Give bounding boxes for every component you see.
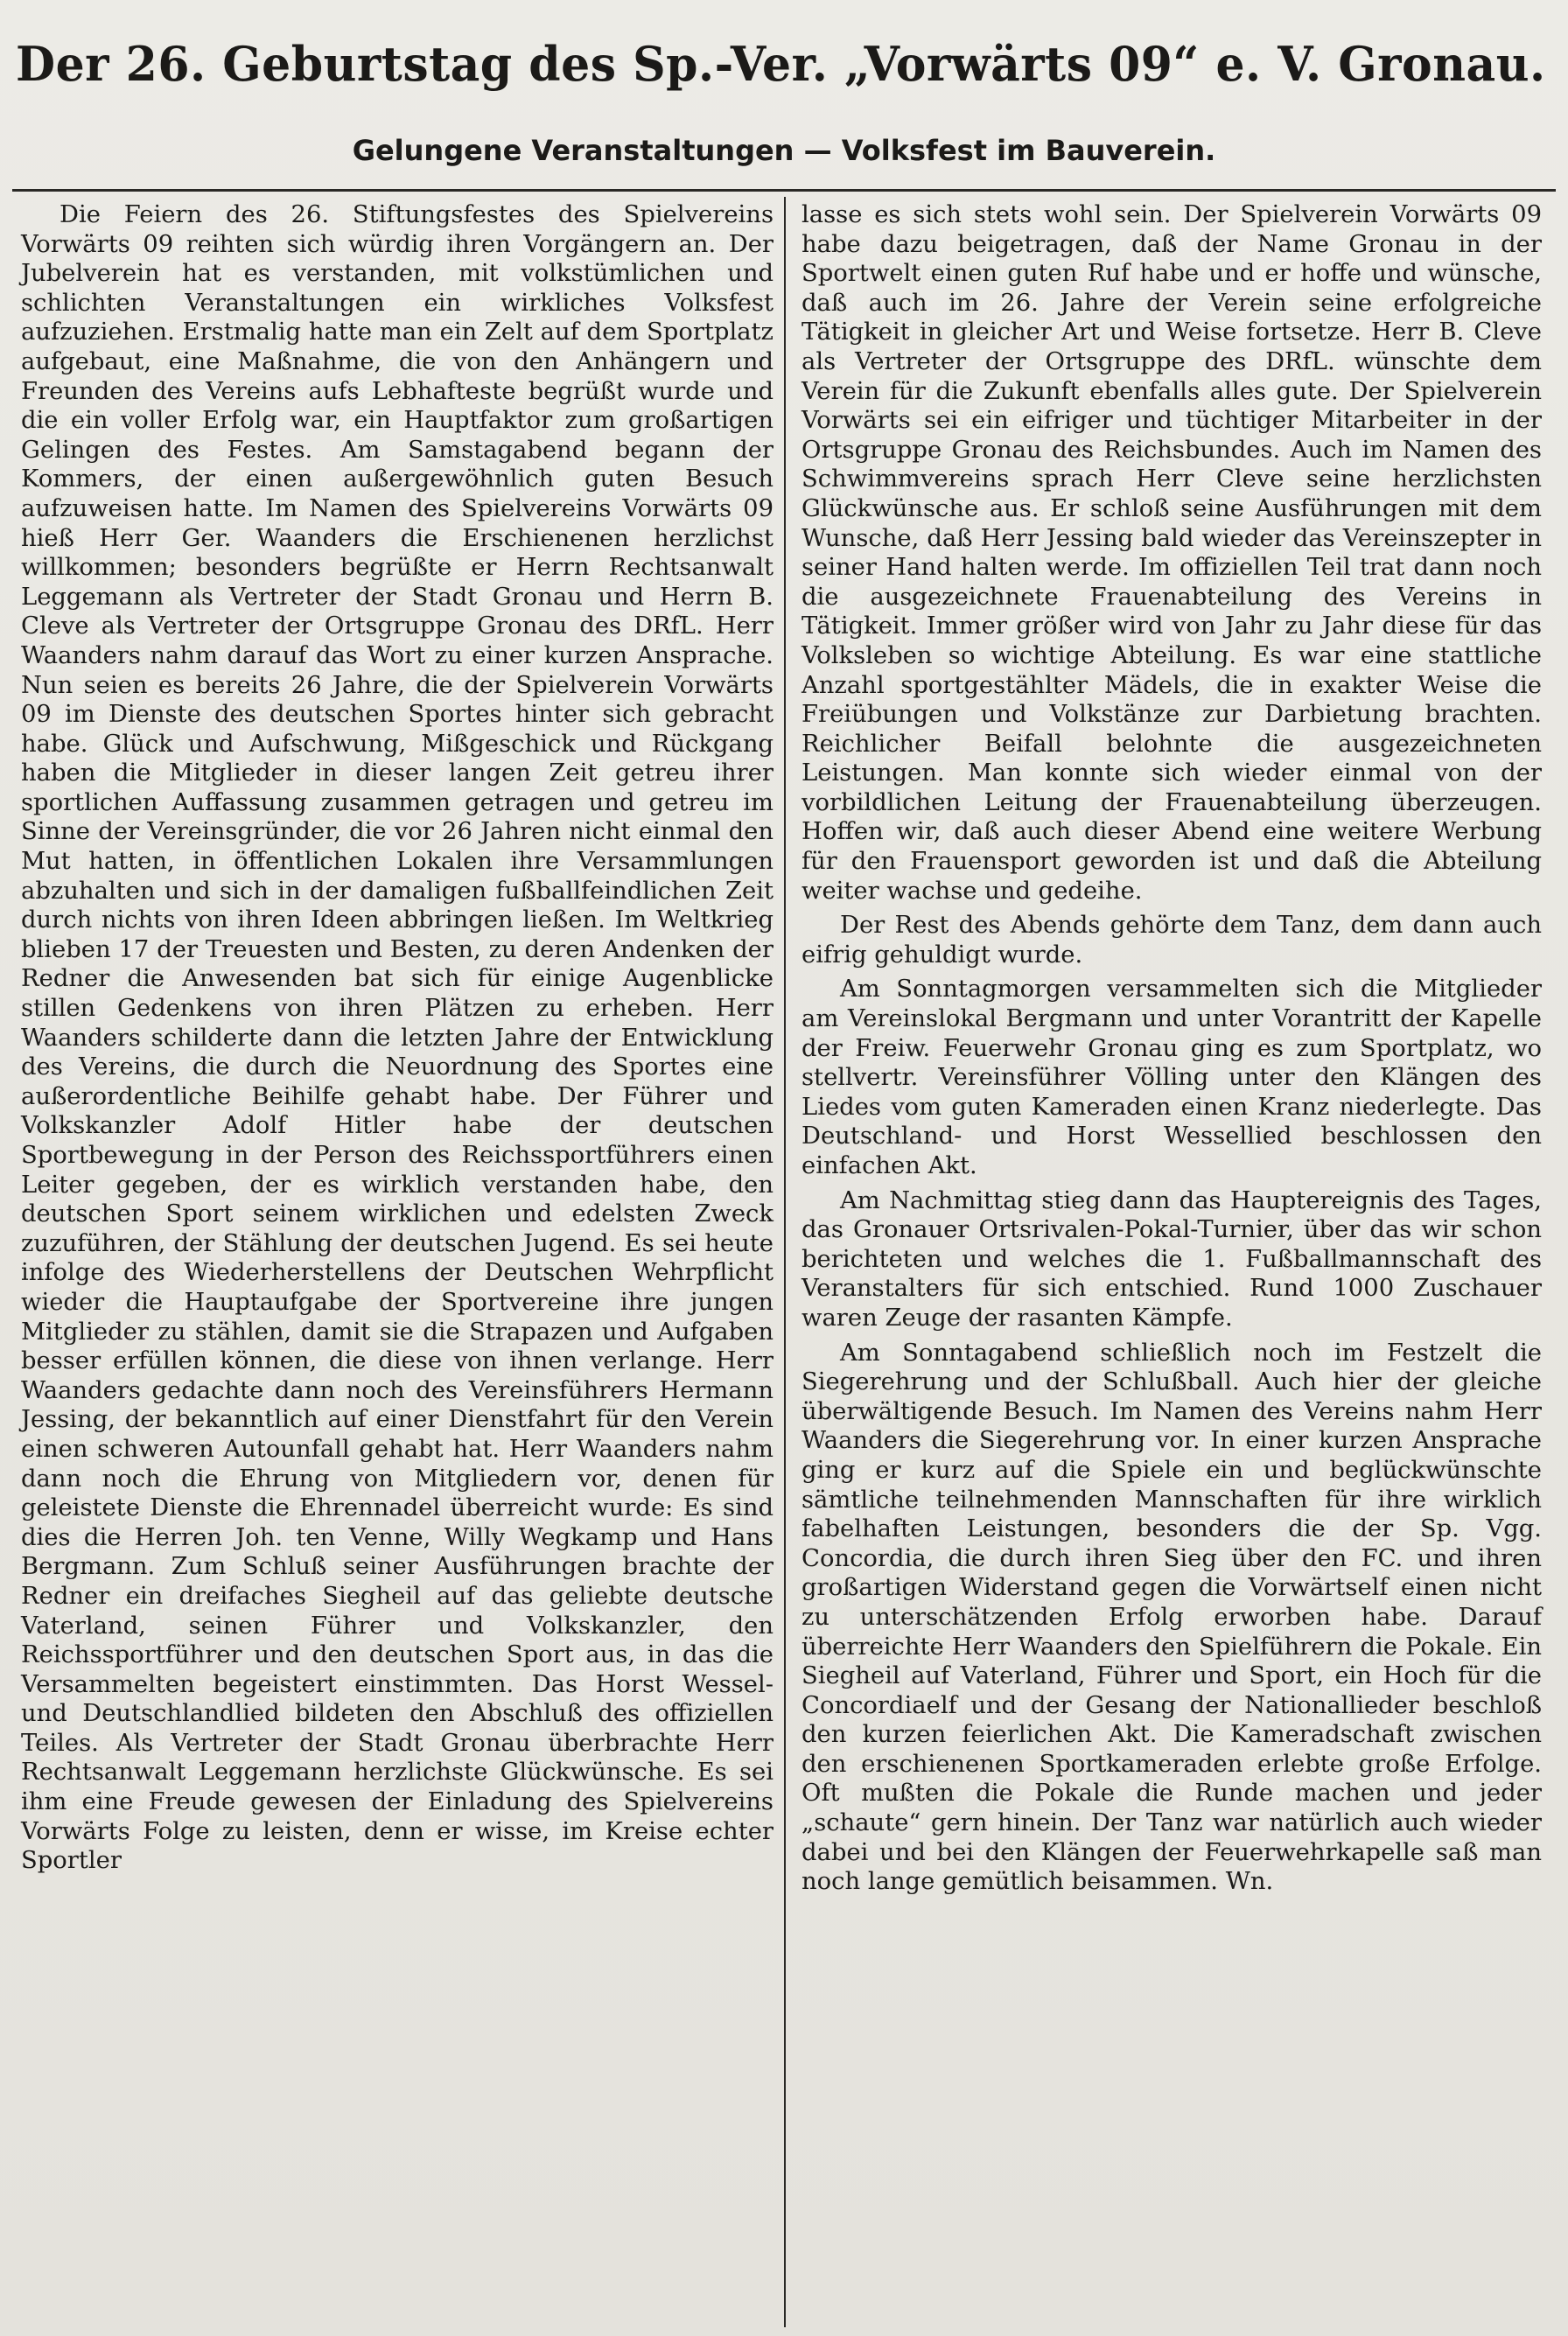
right-paragraph-1 [802,200,1542,906]
left-paragraph-1: Die Feiern des 26. Stiftungsfestes des Spielvereins Vorwärts 09 reihten sich würdig ihren Vorgängern an. Der Jubelverein hat es verstanden, mit volkstümlichen und schlichten Veranstaltungen ein wirkliches Volksfest aufzuziehen. Erstmalig hatte man ein Zelt auf dem Sportplatz aufgebaut, eine Maßnahme, die von den Anhängern und Freunden des Vereins aufs Lebhafteste begrüßt wurde und die ein voller Erfolg war, ein Hauptfaktor zum großartigen Gelingen des Festes. Am Samstagabend begann der Kommers, der einen außergewöhnlich guten Besuch aufzuweisen hatte. Im Namen des Spielvereins Vorwärts 09 hieß Herr Ger. Waanders die Erschienenen herzlichst willkommen; besonders begrüßte er Herrn Rechtsanwalt Leggemann als Vertreter der Stadt Gronau und Herrn B. Cleve als Vertreter der Ortsgruppe Gronau des DRfL. Herr Waanders nahm darauf das Wort zu einer kurzen Ansprache. Nun seien es bereits 26 Jahre, die der Spielverein Vorwärts 09 im Dienste des deutschen Sportes hinter sich gebracht habe. Glück und Aufschwung, Mißgeschick und Rückgang haben die Mitglieder in dieser langen Zeit getreu ihrer sportlichen Auffassung zusammen getragen und getreu im Sinne der Vereinsgründer, die vor 26 Jahren nicht einmal den Mut hatten, in öffentlichen Lokalen ihre Versammlungen abzuhalten und sich in der damaligen fußballfeindlichen Zeit durch nichts von ihren Ideen abbringen ließen. Im Weltkrieg blieben 17 der Treuesten und Besten, zu deren Andenken der Redner die Anwesenden bat sich für einige Augenblicke stillen Gedenkens von ihren Plätzen zu erheben. Herr Waanders schilderte dann die letzten Jahre der Entwicklung des Vereins, die durch die Neuordnung des Sportes eine außerordentliche Beihilfe gehabt habe. Der Führer und Volkskanzler Adolf Hitler habe der deutschen Sportbewegung in der Person des Reichssportführers einen Leiter gegeben, der es wirklich verstanden habe, den deutschen Sport seinem wirklichen und edelsten Zweck zuzuführen, der Stählung der deutschen Jugend. Es sei heute infolge des Wiederherstellens der Deutschen Wehrpflicht wieder die Hauptaufgabe der Sportvereine ihre jungen Mitglieder zu stählen, damit sie die Strapazen und Aufgaben besser erfüllen können, die diese von ihnen verlange. Herr Waanders gedachte dann noch des Vereinsführers Hermann Jessing, der bekanntlich auf einer Dienstfahrt für den Verein einen schweren Autounfall gehabt hat. Herr Waanders nahm dann noch die Ehrung von Mitgliedern vor, denen für geleistete Dienste die Ehrennadel überreicht wurde: Es sind dies die Herren Joh. ten Venne, Willy Wegkamp und Hans Bergmann. Zum Schluß seiner Ausführungen brachte der Redner ein dreifaches Siegheil auf das geliebte deutsche Vaterland, seinen Führer und Volkskanzler, den Reichssportführer und den deutschen Sport aus, in das die Versammelten begeistert einstimmten. Das Horst Wessel- und Deutschlandlied bildeten den Abschluß des offiziellen Teiles. Als Vertreter der Stadt Gronau überbrachte Herr Rechtsanwalt Leggemann herzlichste Glückwünsche. Es sei ihm eine Freude gewesen der Einladung des Spielvereins Vorwärts Folge zu leisten, denn er wisse, im Kreise echter Sportler [21,201,774,1875]
right-paragraph-2: Der Rest des Abends gehörte dem Tanz, dem dann auch eifrig gehuldigt wurde. [802,912,1542,969]
headline-rule [12,189,1556,192]
right-paragraph-5 [802,1339,1542,1897]
right-paragraph-1-text: lasse es sich stets wohl sein. Der Spielverein Vorwärts 09 habe dazu beigetragen, daß der Name Gronau in der Sportwelt einen guten Ruf habe und er hoffe und wünsche, daß auch im 26. Jahre der Verein seine erfolgreiche Tätigkeit in gleicher Art und Weise fortsetze. Herr B. Cleve als Vertreter der Ortsgruppe des DRfL. wünschte dem Verein für die Zukunft ebenfalls alles gute. Der Spielverein Vorwärts sei ein eifriger und tüchtiger Mitarbeiter in der Ortsgruppe Gronau des Reichsbundes. Auch im Namen des Schwimmvereins sprach Herr Cleve seine herzlichsten Glückwünsche aus. Er schloß seine Ausführungen mit dem Wunsche, daß Herr Jessing bald wieder das Vereinszepter in seiner Hand halten werde. Im offiziellen Teil trat dann noch die ausgezeichnete Frauenabteilung des Vereins in Tätigkeit. Immer größer wird von Jahr zu Jahr diese für das Volksleben so wichtige Abteilung. Es war eine stattliche Anzahl sportgestählter Mädels, die in exakter Weise die Freiübungen und Volkstänze zur Darbietung brachten. Reichlicher Beifall belohnte die ausgezeichneten Leistungen. Man konnte sich wieder einmal von der vorbildlichen Leitung der Frauenabteilung überzeugen. Hoffen wir, daß auch dieser Abend eine weitere Werbung für den Frauensport geworden ist und daß die Abteilung weiter wachse und gedeihe. [802,201,1542,905]
author-signature: Wn. [1225,1868,1274,1896]
article-headline: Der 26. Geburtstag des Sp.-Ver. „Vorwärts 09“ e. V. Gronau. [16,36,1546,93]
article-subheadline: Gelungene Veranstaltungen — Volksfest im Bauverein. [352,134,1216,167]
right-paragraph-3: Am Sonntagmorgen versammelten sich die Mitglieder am Vereinslokal Bergmann und unter Vorantritt der Kapelle der Freiw. Feuerwehr Gronau ging es zum Sportplatz, wo stellvertr. Vereinsführer Völling unter den Klängen des Liedes vom guten Kameraden einen Kranz niederlegte. Das Deutschland- und Horst Wessellied beschlossen den einfachen Akt. [802,976,1542,1179]
article-columns [12,197,1556,2327]
right-paragraph-4: Am Nachmittag stieg dann das Hauptereignis des Tages, das Gronauer Ortsrivalen-Pokal-Turnier, über das wir schon berichteten und welches die 1. Fußballmannschaft des Veranstalters für sich entschied. Rund 1000 Zuschauer waren Zeuge der rasanten Kämpfe. [802,1186,1542,1332]
right-column [784,197,1556,2327]
left-column [12,197,784,2327]
right-paragraph-5-text: Am Sonntagabend schließlich noch im Festzelt die Siegerehrung und der Schlußball. Auch hier der gleiche überwältigende Besuch. Im Namen des Vereins nahm Herr Waanders die Siegerehrung vor. In einer kurzen Ansprache ging er kurz auf die Spiele ein und beglückwünschte sämtliche teilnehmenden Mannschaften für ihre wirklich fabelhaften Leistungen, besonders die der Sp. Vgg. Concordia, die durch ihren Sieg über den FC. und ihren großartigen Widerstand gegen die Vorwärtself einen nicht zu unterschätzenden Erfolg erworben habe. Darauf überreichte Herr Waanders den Spielführern die Pokale. Ein Siegheil auf Vaterland, Führer und Sport, ein Hoch für die Concordiaelf und der Gesang der Nationallieder beschloß den kurzen feierlichen Akt. Die Kameradschaft zwischen den erschienenen Sportkameraden erlebte große Erfolge. Oft mußten die Pokale die Runde machen und jeder „schaute“ gern hinein. Der Tanz war natürlich auch wieder dabei und bei den Klängen der Feuerwehrkapelle saß man noch lange gemütlich beisammen. [802,1339,1542,1896]
